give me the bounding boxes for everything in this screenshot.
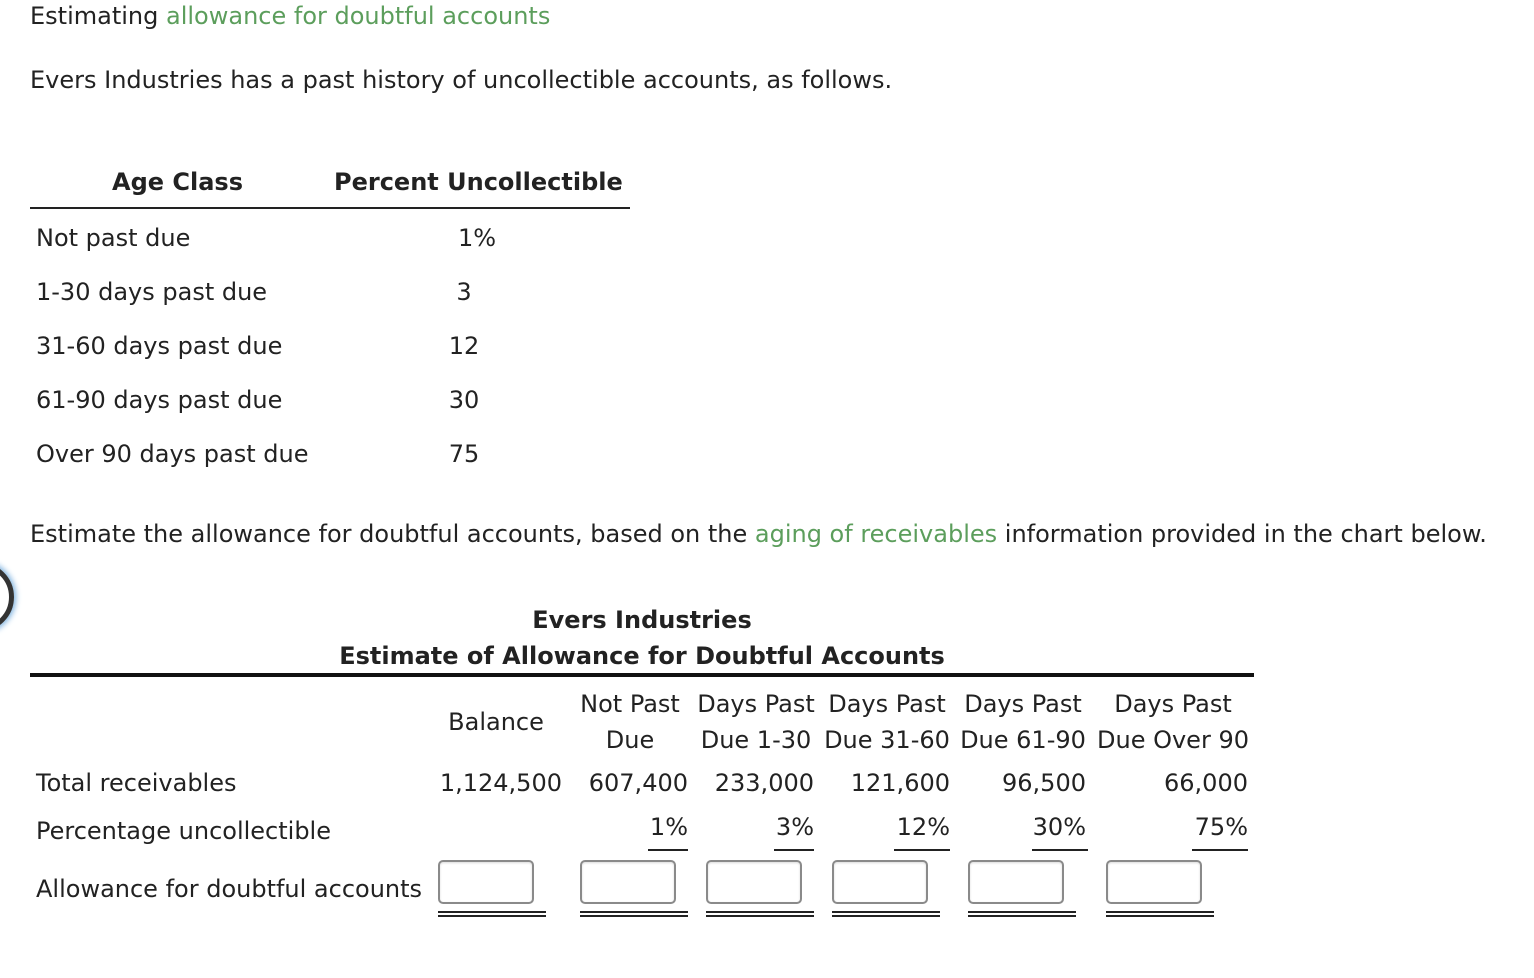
percentage-underline [774, 849, 814, 851]
total-receivables-label: Total receivables [36, 769, 237, 797]
column-header-line: Not Past [580, 690, 680, 718]
percentage-underline [1032, 849, 1088, 851]
history-row-age: 31-60 days past due [36, 332, 283, 360]
allowance-31-60-input[interactable] [832, 860, 928, 904]
column-header-line: Due [605, 726, 655, 754]
history-row-age: 1-30 days past due [36, 278, 268, 306]
total-double-underline [438, 911, 546, 917]
percentage-value: 30% [1032, 813, 1086, 841]
history-row-pct: 75 [448, 440, 480, 468]
percentage-value: 75% [1194, 813, 1248, 841]
history-row-pct: 12 [448, 332, 480, 360]
history-row-pct: 3 [456, 278, 472, 306]
history-row-pct: 1% [457, 224, 497, 252]
total-double-underline [832, 911, 940, 917]
history-row-age: Not past due [36, 224, 191, 252]
column-header-61-90 [956, 686, 1090, 758]
column-header-line: Due Over 90 [1097, 726, 1249, 754]
percentage-underline [648, 849, 688, 851]
allowance-1-30-input[interactable] [706, 860, 802, 904]
receivable-value: 233,000 [714, 769, 814, 797]
allowance-61-90-input[interactable] [968, 860, 1064, 904]
total-double-underline [706, 911, 814, 917]
allowance-balance-input[interactable] [438, 860, 534, 904]
percentage-value: 12% [896, 813, 950, 841]
percentage-uncollectible-label: Percentage uncollectible [36, 817, 331, 845]
column-header-balance [436, 704, 556, 740]
column-header-31-60 [822, 686, 952, 758]
estimate-title-divider [30, 673, 1254, 677]
receivable-value: 121,600 [850, 769, 950, 797]
percentage-underline [1192, 849, 1248, 851]
allowance-over-90-input[interactable] [1106, 860, 1202, 904]
instruction-after: information provided in the chart below. [1004, 520, 1487, 548]
instruction-before: Estimate the allowance for doubtful accounts, based on the [30, 520, 748, 548]
help-circle-icon[interactable] [0, 562, 14, 632]
column-header-line: Days Past [828, 690, 946, 718]
column-header-not-past-due [572, 686, 688, 758]
history-row-age: Over 90 days past due [36, 440, 309, 468]
receivable-value: 96,500 [1002, 769, 1086, 797]
allowance-link[interactable]: allowance for doubtful accounts [166, 2, 551, 30]
total-double-underline [968, 911, 1076, 917]
estimate-table-title: Estimate of Allowance for Doubtful Accounts [339, 642, 945, 670]
history-header-divider [30, 207, 630, 209]
allowance-label: Allowance for doubtful accounts [36, 875, 423, 903]
percentage-underline [894, 849, 950, 851]
instruction-text [30, 520, 1487, 548]
column-header-line: Days Past [697, 690, 815, 718]
column-header-line: Due 61-90 [960, 726, 1086, 754]
receivable-value: 1,124,500 [439, 769, 562, 797]
estimate-company-title: Evers Industries [532, 606, 752, 634]
percentage-value: 1% [649, 813, 688, 841]
intro-text: Evers Industries has a past history of uncollectible accounts, as follows. [30, 66, 893, 94]
history-row-age: 61-90 days past due [36, 386, 283, 414]
column-header-1-30 [694, 686, 818, 758]
column-header-over-90 [1094, 686, 1252, 758]
percent-uncollectible-header: Percent Uncollectible [334, 168, 623, 196]
percentage-value: 3% [775, 813, 814, 841]
total-double-underline [1106, 911, 1214, 917]
aging-of-receivables-link[interactable]: aging of receivables [754, 520, 998, 548]
heading-prefix: Estimating [30, 2, 159, 30]
receivable-value: 66,000 [1164, 769, 1248, 797]
page-heading [30, 2, 550, 30]
age-class-header: Age Class [112, 168, 243, 196]
total-double-underline [580, 911, 688, 917]
column-header-line: Balance [448, 708, 544, 736]
column-header-line: Due 31-60 [824, 726, 950, 754]
receivable-value: 607,400 [588, 769, 688, 797]
column-header-line: Days Past [1114, 690, 1232, 718]
column-header-line: Days Past [964, 690, 1082, 718]
column-header-line: Due 1-30 [700, 726, 812, 754]
allowance-not-past-due-input[interactable] [580, 860, 676, 904]
history-row-pct: 30 [448, 386, 480, 414]
